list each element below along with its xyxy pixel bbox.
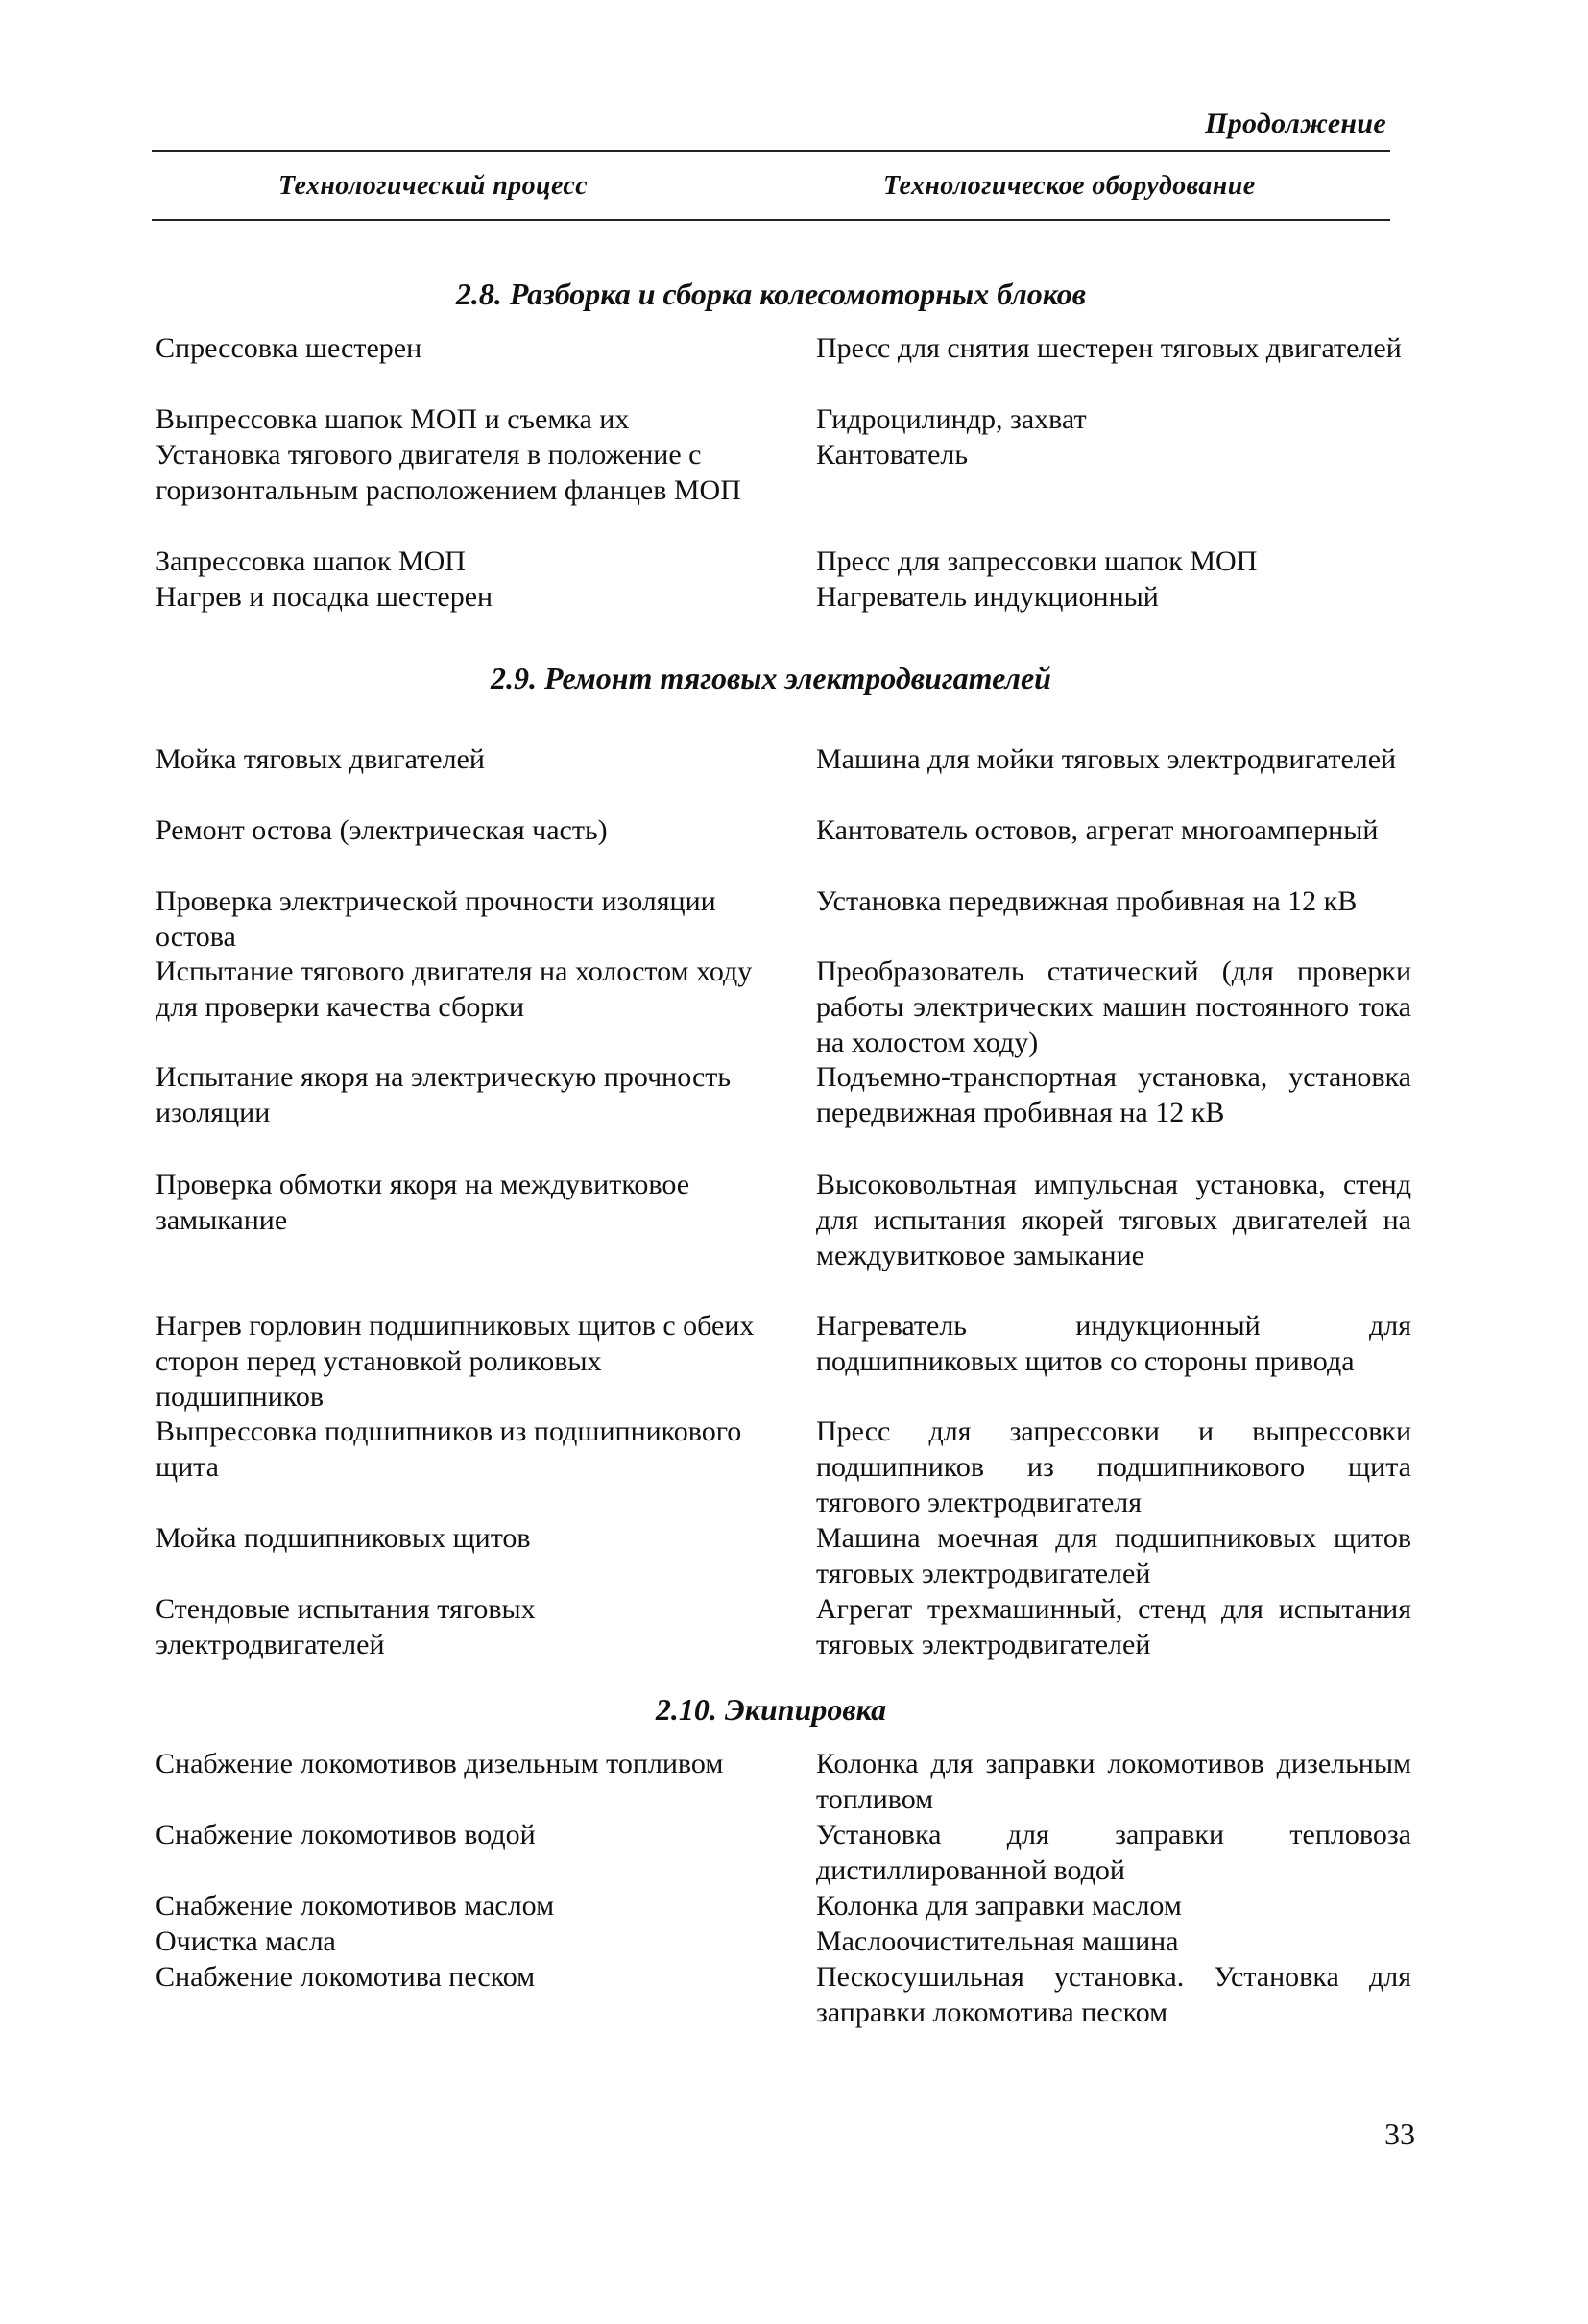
process-cell: Стендовые испытания тяговых электродвигателей	[156, 1593, 536, 1660]
process-cell: Выпрессовка шапок МОП и съемка их	[156, 403, 630, 435]
process-cell: Запрессовка шапок МОП	[156, 545, 466, 577]
equipment-cell: Колонка для заправки локомотивов дизельным топливом	[816, 1748, 1411, 1815]
equipment-cell: Установка для заправки тепловоза дистиллированной водой	[816, 1819, 1411, 1886]
header-bottom-rule	[152, 219, 1390, 221]
equipment-cell: Подъемно-транспортная установка, установка передвижная пробивная на 12 кВ	[816, 1061, 1411, 1128]
process-cell: Испытание якоря на электрическую прочность изоляции	[156, 1061, 732, 1128]
process-cell: Мойка тяговых двигателей	[156, 743, 485, 775]
process-cell: Ремонт остова (электрическая часть)	[156, 814, 608, 846]
equipment-cell: Машина для мойки тяговых электродвигателей	[816, 743, 1397, 775]
process-cell: Спрессовка шестерен	[156, 332, 422, 364]
process-cell: Проверка электрической прочности изоляции остова	[156, 885, 716, 953]
equipment-cell: Колонка для заправки маслом	[816, 1890, 1182, 1922]
process-cell: Испытание тягового двигателя на холостом ходу для проверки качества сборки	[156, 956, 753, 1023]
section-title-2-9: 2.9. Ремонт тяговых электродвигателей	[491, 661, 1051, 695]
equipment-cell: Кантователь остовов, агрегат многоамперный	[816, 814, 1379, 846]
equipment-cell: Машина моечная для подшипниковых щитов тяговых электродвигателей	[816, 1522, 1411, 1589]
equipment-cell: Маслоочистительная машина	[816, 1925, 1179, 1957]
equipment-cell: Агрегат трехмашинный, стенд для испытания тяговых электродвигателей	[816, 1593, 1411, 1660]
equipment-cell: Пресс для снятия шестерен тяговых двигателей	[816, 332, 1402, 364]
section-title-2-10: 2.10. Экипировка	[655, 1692, 887, 1727]
table-header	[152, 171, 1390, 209]
equipment-cell: Кантователь	[816, 439, 969, 471]
page-number: 33	[1384, 2117, 1415, 2151]
equipment-cell: Высоковольтная импульсная установка, стенд для испытания якорей тяговых двигателей на междувитковое замыкание	[816, 1169, 1411, 1271]
equipment-cell: Нагреватель индукционный	[816, 581, 1159, 613]
process-cell: Нагрев горловин подшипниковых щитов с обеих сторон перед установкой роликовых подшипников	[156, 1310, 755, 1413]
continuation-label: Продолжение	[1205, 108, 1386, 139]
equipment-cell: Гидроцилиндр, захват	[816, 403, 1087, 435]
process-cell: Проверка обмотки якоря на междувитковое замыкание	[156, 1169, 690, 1236]
process-cell: Снабжение локомотивов маслом	[156, 1890, 555, 1922]
section-title-2-8: 2.8. Разборка и сборка колесомоторных блоков	[455, 277, 1087, 311]
header-equipment: Технологическое оборудование	[883, 171, 1256, 201]
header-top-rule	[152, 150, 1390, 152]
process-cell: Снабжение локомотивов дизельным топливом	[156, 1748, 724, 1779]
process-cell: Выпрессовка подшипников из подшипникового щита	[156, 1416, 742, 1483]
header-process: Технологический процесс	[278, 171, 589, 201]
equipment-cell: Пресс для запрессовки шапок МОП	[816, 545, 1258, 577]
equipment-cell: Пресс для запрессовки и выпрессовки подшипников из подшипникового щита тягового электродвигателя	[816, 1416, 1411, 1518]
equipment-cell: Установка передвижная пробивная на 12 кВ	[816, 885, 1358, 917]
equipment-cell: Нагреватель индукционный для подшипниковых щитов со стороны привода	[816, 1310, 1411, 1377]
process-cell: Нагрев и посадка шестерен	[156, 581, 493, 613]
process-cell: Снабжение локомотивов водой	[156, 1819, 536, 1851]
equipment-cell: Пескосушильная установка. Установка для заправки локомотива песком	[816, 1961, 1411, 2028]
process-cell: Мойка подшипниковых щитов	[156, 1522, 531, 1554]
equipment-cell: Преобразователь статический (для проверки работы электрических машин постоянного тока на холостом ходу)	[816, 956, 1411, 1058]
process-cell: Снабжение локомотива песком	[156, 1961, 536, 1993]
process-cell: Установка тягового двигателя в положение с горизонтальным расположением фланцев МОП	[156, 439, 741, 506]
process-cell: Очистка масла	[156, 1925, 336, 1957]
